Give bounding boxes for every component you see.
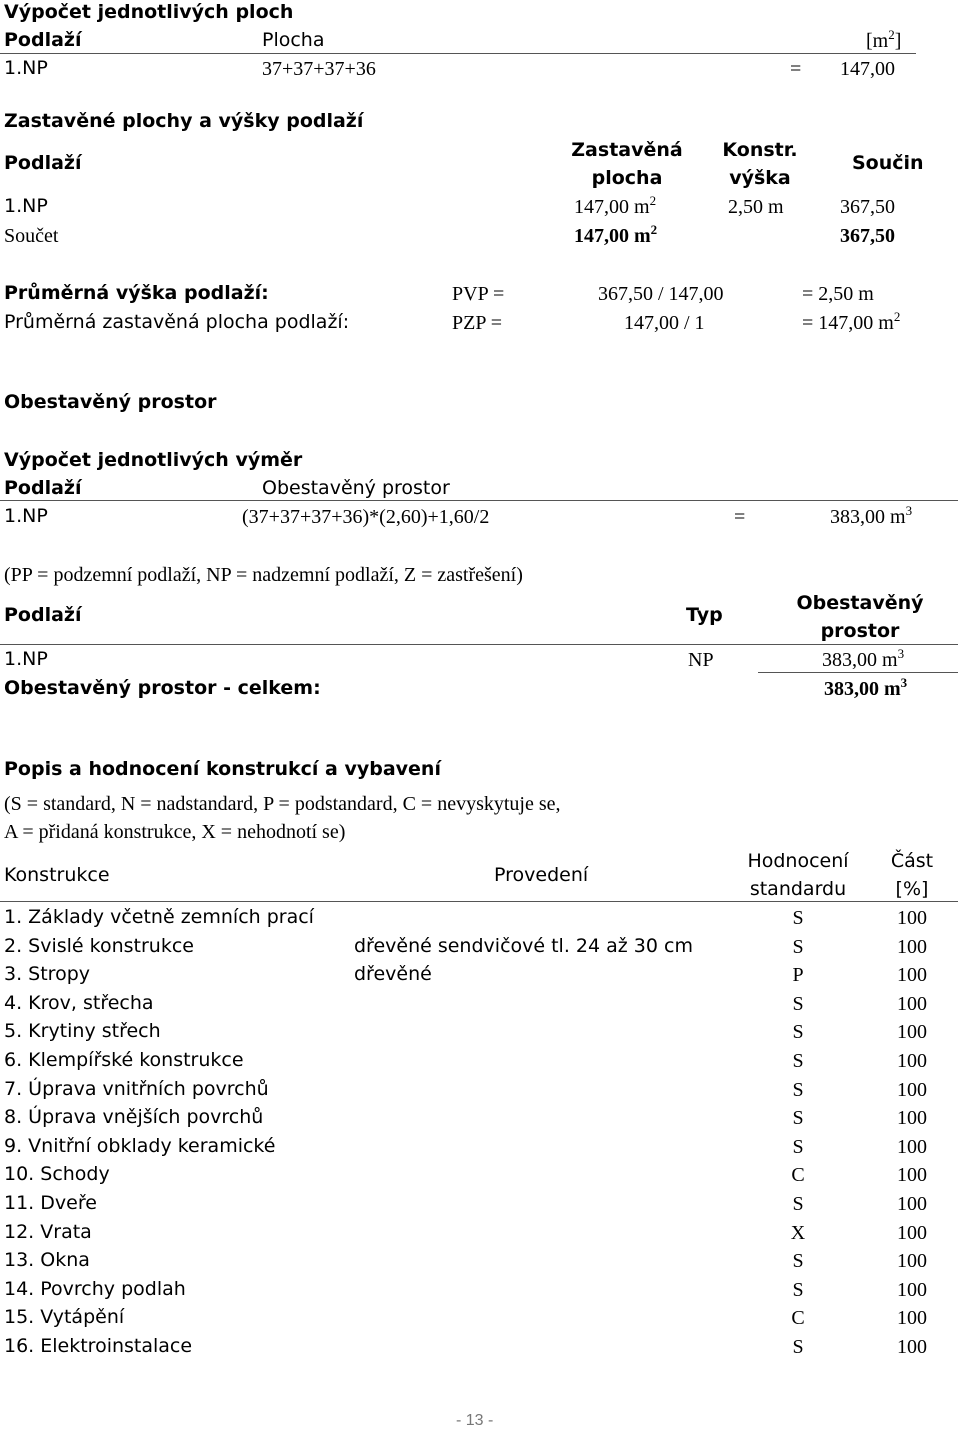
col-header-hodnoceni-2: standardu <box>749 878 847 900</box>
col-header-cast-2: [%] <box>895 878 929 900</box>
pvp-abbr: PVP = <box>452 283 505 305</box>
pvp-label: Průměrná výška podlaží: <box>4 282 269 304</box>
row-cast: 100 <box>897 936 927 958</box>
row-cast: 100 <box>897 1107 927 1129</box>
section-title-zastavene-plochy: Zastavěné plochy a výšky podlaží <box>4 110 364 132</box>
row-konstrukce: 7. Úprava vnitřních povrchů <box>4 1078 269 1100</box>
row-konstrukce: 12. Vrata <box>4 1221 92 1243</box>
row-konstrukce: 4. Krov, střecha <box>4 992 154 1014</box>
row-konstrukce: 5. Krytiny střech <box>4 1020 161 1042</box>
section-title-vypocet-ploch: Výpočet jednotlivých ploch <box>4 1 294 23</box>
col-header-soucin: Součin <box>852 152 924 174</box>
row-hodnoceni: S <box>792 1107 804 1129</box>
col-header-obestaveny-prostor: Obestavěný prostor <box>262 477 450 499</box>
row-provedeni: dřevěné <box>354 963 432 985</box>
table-row-value: 383,00 $m^3$ <box>822 646 905 671</box>
row-formula: 37+37+37+36 <box>262 58 376 80</box>
row-konstrukce: 3. Stropy <box>4 963 91 985</box>
col-header-podlazi: Podlaží <box>4 477 82 499</box>
row-cast: 100 <box>897 1136 927 1158</box>
row-konstrukce: 8. Úprava vnějších povrchů <box>4 1106 264 1128</box>
col-header-hodnoceni-1: Hodnocení <box>747 850 849 872</box>
col-header-plocha: Plocha <box>262 29 325 51</box>
row-cast: 100 <box>897 1079 927 1101</box>
row-value: 147,00 <box>840 58 895 80</box>
row-konstrukce: 14. Povrchy podlah <box>4 1278 186 1300</box>
total-plocha: 147,00 $m^2$ <box>574 222 658 247</box>
row-konstrukce: 13. Okna <box>4 1249 90 1271</box>
divider <box>0 901 958 902</box>
row-hodnoceni: S <box>792 1336 804 1358</box>
divider <box>0 644 958 645</box>
row-podlazi: 1.NP <box>4 195 48 217</box>
col-header-konstr-vyska-2: výška <box>729 167 791 189</box>
row-cast: 100 <box>897 1222 927 1244</box>
row-konstrukce: 16. Elektroinstalace <box>4 1335 193 1357</box>
table-col-podlazi: Podlaží <box>4 604 82 626</box>
row-plocha: 147,00 $m^2$ <box>574 193 657 218</box>
pvp-formula: 367,50 / 147,00 <box>598 283 724 305</box>
pvp-result: = 2,50 m <box>802 283 874 305</box>
row-hodnoceni: S <box>792 1279 804 1301</box>
col-header-cast-1: Část <box>890 850 934 872</box>
subtitle-vypocet-vymer: Výpočet jednotlivých výměr <box>4 449 303 471</box>
row-cast: 100 <box>897 993 927 1015</box>
row-podlazi: 1.NP <box>4 505 48 527</box>
row-cast: 100 <box>897 1193 927 1215</box>
row-vyska: 2,50 m <box>728 196 784 218</box>
row-hodnoceni: C <box>791 1164 805 1186</box>
row-hodnoceni: P <box>792 964 804 986</box>
row-konstrukce: 15. Vytápění <box>4 1306 125 1328</box>
row-hodnoceni: S <box>792 1136 804 1158</box>
pzp-label: Průměrná zastavěná plocha podlaží: <box>4 311 350 333</box>
row-soucin: 367,50 <box>840 196 895 218</box>
row-hodnoceni: X <box>790 1222 806 1244</box>
row-hodnoceni: S <box>792 1021 804 1043</box>
col-header-unit: $[m^2]$ <box>866 27 902 52</box>
row-konstrukce: 11. Dveře <box>4 1192 97 1214</box>
row-podlazi: 1.NP <box>4 57 48 79</box>
table-col-prostor-2: prostor <box>820 620 900 642</box>
section-title-obestaveny-prostor: Obestavěný prostor <box>4 391 217 413</box>
row-cast: 100 <box>897 907 927 929</box>
row-konstrukce: 9. Vnitřní obklady keramické <box>4 1135 276 1157</box>
row-hodnoceni: S <box>792 936 804 958</box>
col-header-konstr-vyska-1: Konstr. <box>722 139 798 161</box>
row-cast: 100 <box>897 1250 927 1272</box>
col-header-podlazi: Podlaží <box>4 152 82 174</box>
row-equals: = <box>734 506 746 528</box>
col-header-zastavena-plocha-1: Zastavěná <box>571 139 683 161</box>
pzp-abbr: PZP = <box>452 312 502 334</box>
col-header-konstrukce: Konstrukce <box>4 864 110 886</box>
table-col-typ: Typ <box>686 604 723 626</box>
legend-line-2: A = přidaná konstrukce, X = nehodnotí se) <box>4 821 346 843</box>
row-equals: = <box>790 58 802 80</box>
row-hodnoceni: S <box>792 1050 804 1072</box>
row-konstrukce: 2. Svislé konstrukce <box>4 935 194 957</box>
table-col-prostor-1: Obestavěný <box>796 592 924 614</box>
divider <box>0 500 958 501</box>
row-cast: 100 <box>897 1336 927 1358</box>
col-header-zastavena-plocha-2: plocha <box>591 167 663 189</box>
row-konstrukce: 1. Základy včetně zemních prací <box>4 906 314 928</box>
row-hodnoceni: C <box>791 1307 805 1329</box>
table-row-typ: NP <box>688 649 714 671</box>
row-cast: 100 <box>897 1050 927 1072</box>
row-konstrukce: 6. Klempířské konstrukce <box>4 1049 244 1071</box>
pzp-formula: 147,00 / 1 <box>624 312 705 334</box>
col-header-podlazi: Podlaží <box>4 29 82 51</box>
divider <box>758 672 958 673</box>
total-label: Obestavěný prostor - celkem: <box>4 677 321 699</box>
total-soucin: 367,50 <box>840 225 895 247</box>
legend-podlazi: (PP = podzemní podlaží, NP = nadzemní podlaží, Z = zastřešení) <box>4 564 523 586</box>
row-formula: (37+37+37+36)*(2,60)+1,60/2 <box>242 506 490 528</box>
row-hodnoceni: S <box>792 1193 804 1215</box>
legend-line-1: (S = standard, N = nadstandard, P = podstandard, C = nevyskytuje se, <box>4 793 561 815</box>
row-hodnoceni: S <box>792 993 804 1015</box>
row-cast: 100 <box>897 964 927 986</box>
total-value: 383,00 $m^3$ <box>824 675 908 700</box>
table-row-podlazi: 1.NP <box>4 648 48 670</box>
row-cast: 100 <box>897 1164 927 1186</box>
divider <box>0 53 916 54</box>
row-provedeni: dřevěné sendvičové tl. 24 až 30 cm <box>354 935 693 957</box>
row-cast: 100 <box>897 1021 927 1043</box>
total-label: Součet <box>4 225 59 247</box>
row-cast: 100 <box>897 1279 927 1301</box>
row-konstrukce: 10. Schody <box>4 1163 110 1185</box>
row-value: 383,00 $m^3$ <box>830 503 913 528</box>
col-header-provedeni: Provedení <box>494 864 589 886</box>
page-number: - 13 - <box>456 1412 494 1429</box>
row-hodnoceni: S <box>792 1079 804 1101</box>
section-title-popis-konstrukci: Popis a hodnocení konstrukcí a vybavení <box>4 758 441 780</box>
row-hodnoceni: S <box>792 907 804 929</box>
row-cast: 100 <box>897 1307 927 1329</box>
row-hodnoceni: S <box>792 1250 804 1272</box>
pzp-result: = 147,00 $m^2$ <box>802 309 901 334</box>
